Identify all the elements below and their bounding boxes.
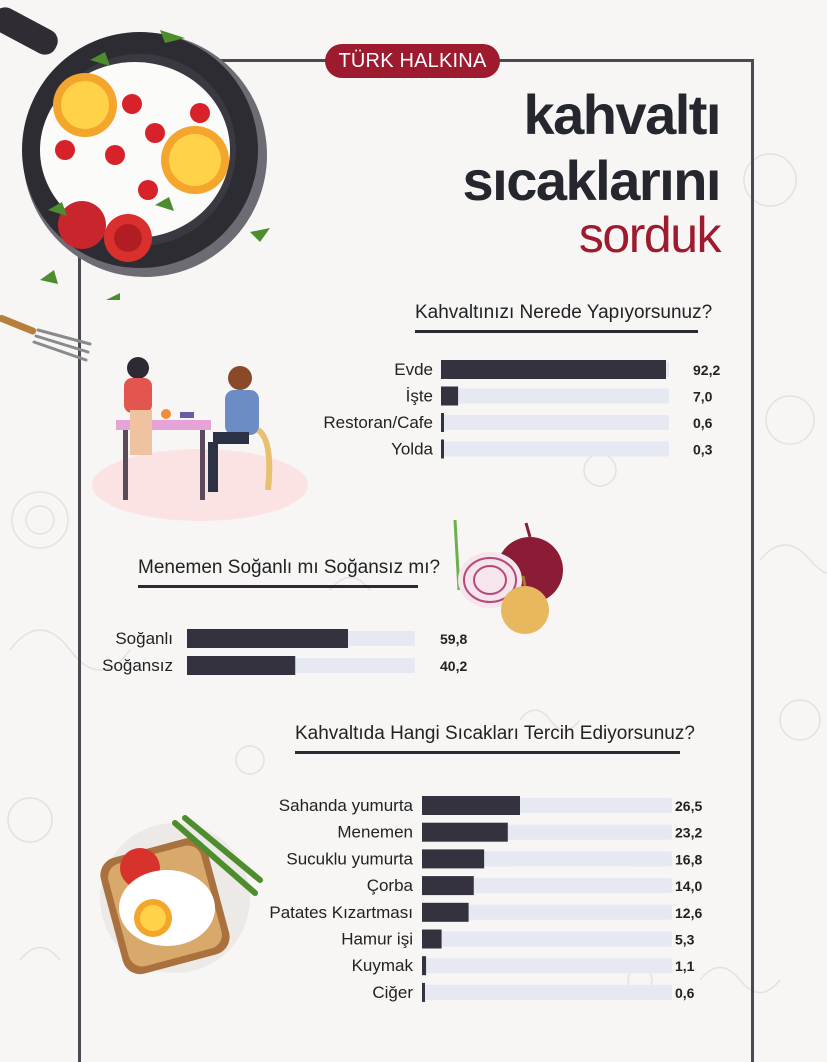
bar-track: [441, 415, 669, 430]
value-label: 59,8: [440, 631, 468, 647]
value-label: 14,0: [675, 878, 703, 895]
value-label: 1,1: [675, 958, 695, 975]
bar: [422, 876, 474, 895]
value-label: 40,2: [440, 658, 468, 674]
value-label: 0,6: [675, 984, 695, 1001]
bar: [441, 387, 458, 406]
category-label: Sucuklu yumurta: [286, 849, 413, 869]
value-label: 0,6: [693, 415, 713, 431]
category-label: İşte: [405, 386, 433, 406]
value-label: 7,0: [693, 388, 713, 405]
category-label: Evde: [394, 360, 433, 379]
value-label: 26,5: [675, 798, 703, 814]
category-label: Hamur işi: [341, 929, 413, 949]
bar: [441, 440, 444, 459]
bar-track: [441, 442, 669, 457]
title-line-3: sorduk: [578, 207, 720, 263]
category-label: Soğanlı: [115, 629, 173, 648]
chart-2-title: Menemen Soğanlı mı Soğansız mı?: [138, 557, 418, 588]
value-label: 12,6: [675, 904, 703, 921]
bar-track: [422, 985, 672, 1000]
bar: [422, 983, 425, 1002]
bar: [422, 930, 442, 949]
chart-1-title: Kahvaltınızı Nerede Yapıyorsunuz?: [415, 302, 698, 333]
value-label: 92,2: [693, 362, 721, 378]
bar-track: [422, 932, 672, 947]
category-label: Menemen: [337, 822, 413, 842]
bar: [441, 413, 444, 432]
bar: [422, 796, 520, 815]
value-label: 0,3: [693, 441, 713, 458]
header-badge: TÜRK HALKINA: [325, 44, 500, 78]
category-label: Çorba: [366, 876, 413, 896]
category-label: Kuymak: [351, 956, 413, 976]
category-label: Soğansız: [102, 656, 173, 675]
bar: [187, 629, 348, 648]
category-label: Yolda: [391, 439, 433, 459]
category-label: Patates Kızartması: [269, 902, 413, 922]
category-label: Restoran/Cafe: [323, 413, 433, 432]
bar: [187, 656, 295, 675]
title-line-2: sıcaklarını: [462, 149, 720, 212]
value-label: 5,3: [675, 931, 695, 948]
bar-track: [422, 958, 672, 973]
category-label: Sahanda yumurta: [278, 796, 413, 815]
title-line-1: kahvaltı: [523, 83, 720, 146]
bar: [422, 849, 484, 868]
bar: [422, 823, 508, 842]
value-label: 16,8: [675, 851, 703, 868]
bar: [422, 903, 469, 922]
value-label: 23,2: [675, 824, 703, 841]
bar: [441, 360, 666, 379]
bar-track: [441, 389, 669, 404]
chart-3-title: Kahvaltıda Hangi Sıcakları Tercih Ediyorsunuz?: [295, 723, 680, 754]
bar: [422, 956, 426, 975]
category-label: Ciğer: [372, 982, 413, 1002]
